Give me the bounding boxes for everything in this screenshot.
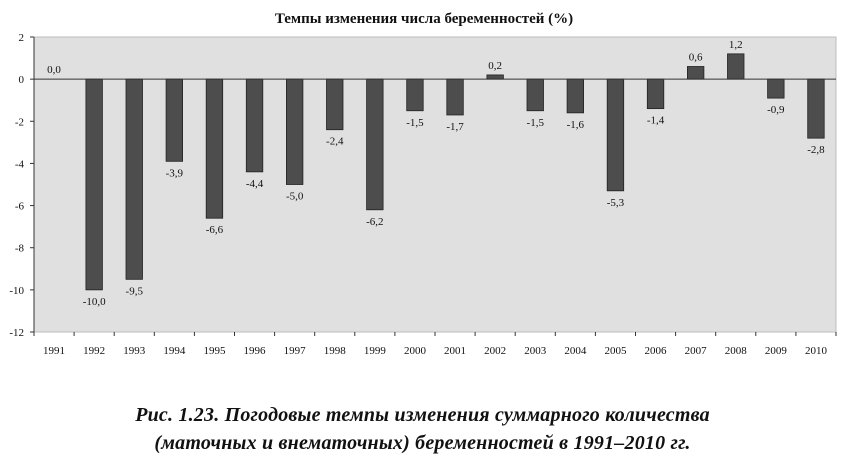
y-tick-label: 2 (18, 32, 24, 44)
data-label: -9,5 (125, 285, 143, 298)
bar (487, 75, 504, 79)
bar (607, 79, 624, 191)
bar (246, 79, 262, 172)
x-tick-label: 1995 (203, 345, 226, 357)
data-label: -1,6 (566, 118, 585, 131)
x-tick-label: 1997 (283, 345, 306, 357)
x-tick-label: 2009 (764, 345, 787, 357)
bar (327, 79, 344, 130)
x-tick-label: 2008 (724, 345, 747, 357)
bar (286, 79, 303, 184)
data-label: -10,0 (82, 295, 106, 308)
bar (86, 79, 103, 290)
x-tick-label: 2004 (564, 345, 587, 357)
y-tick-label: -4 (14, 158, 24, 171)
y-tick-label: 0 (18, 74, 24, 87)
data-label: -1,4 (646, 114, 665, 127)
data-label: -6,2 (366, 215, 384, 228)
bar (768, 79, 785, 98)
data-label: 0,0 (47, 64, 61, 77)
y-tick-label: -10 (9, 284, 24, 297)
data-label: 0,2 (488, 59, 503, 72)
bar (567, 79, 584, 113)
x-tick-label: 2006 (644, 345, 667, 357)
data-label: -1,7 (446, 120, 464, 133)
x-tick-label: 2000 (403, 345, 426, 357)
x-tick-label: 2001 (444, 345, 467, 357)
x-tick-label: 2005 (604, 345, 627, 357)
data-label: -0,9 (767, 104, 785, 117)
data-label: -2,4 (326, 135, 344, 148)
y-axis (9, 32, 34, 339)
data-label: -1,5 (526, 116, 544, 129)
data-label: -1,5 (406, 116, 424, 129)
data-label: -3,9 (165, 167, 184, 180)
y-tick-label: -8 (14, 242, 24, 255)
bar (687, 67, 704, 80)
plot-area (34, 37, 836, 332)
data-label: -6,6 (205, 224, 224, 237)
data-label: 0,6 (688, 51, 703, 64)
bar (367, 79, 384, 210)
bar (206, 79, 223, 218)
x-tick-label: 1999 (363, 345, 386, 357)
data-label: -2,8 (807, 144, 825, 157)
chart-title: Темпы изменения числа беременностей (%) (274, 11, 574, 27)
bar (166, 79, 183, 161)
x-tick-label: 1996 (243, 345, 266, 357)
data-label: -5,3 (606, 196, 625, 209)
bar (527, 79, 544, 111)
x-tick-label: 1993 (123, 345, 146, 357)
bar (808, 79, 825, 138)
data-label: -5,0 (285, 190, 304, 203)
x-tick-label: 1991 (43, 345, 66, 357)
x-tick-label: 1994 (163, 345, 186, 357)
bar (126, 79, 143, 279)
x-tick-label: 1998 (323, 345, 346, 357)
figure-caption-line-2: (маточных и внематочных) беременностей в 1991–2010 гг. (154, 432, 691, 454)
x-tick-label: 2007 (684, 345, 707, 357)
data-label: -4,4 (245, 177, 264, 190)
y-tick-label: -2 (14, 116, 24, 129)
bar (728, 54, 745, 79)
x-tick-label: 2003 (524, 345, 547, 357)
bar (407, 79, 424, 111)
x-tick-label: 2002 (484, 345, 507, 357)
bar (647, 79, 664, 109)
figure-caption-line-1: Рис. 1.23. Погодовые темпы изменения суммарного количества (135, 404, 710, 426)
data-label: 1,2 (728, 38, 743, 51)
x-tick-label: 1992 (83, 345, 106, 357)
bar (447, 79, 464, 115)
x-tick-label: 2010 (804, 345, 827, 357)
y-tick-label: -6 (14, 200, 24, 213)
y-tick-label: -12 (9, 327, 24, 339)
